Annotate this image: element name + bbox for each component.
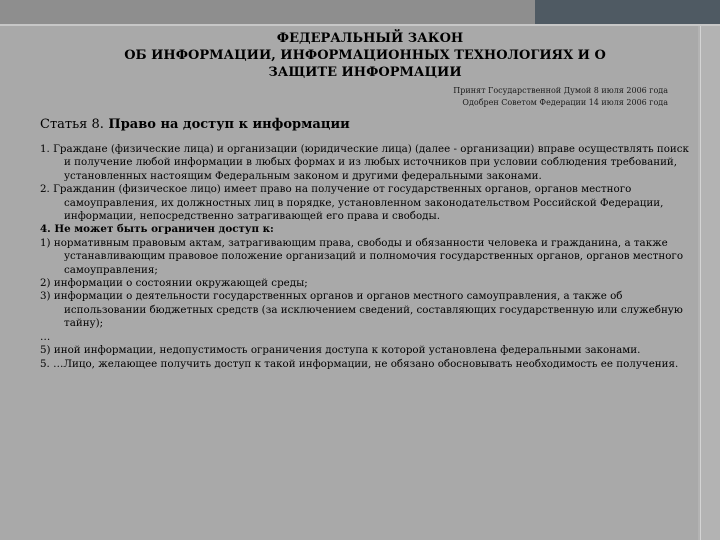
adoption-info: [40, 85, 690, 109]
top-divider: [0, 24, 720, 26]
law-title: [40, 30, 690, 81]
paragraph: 1) нормативным правовым актам, затрагивающим права, свободы и обязанности человека и гражданина, а также устанавливающим правовое положение организаций и полномочия государственных органов, органов местного самоуправления;: [40, 236, 684, 276]
article-heading: [40, 117, 690, 133]
paragraph: 3) информации о деятельности государственных органов и органов местного самоуправления, а также об использовании бюджетных средств (за исключением сведений, составляющих государственную или служебную тайну);: [40, 290, 683, 330]
right-edge-strip: [698, 26, 720, 540]
law-title-line-2: ОБ ИНФОРМАЦИИ, ИНФОРМАЦИОННЫХ ТЕХНОЛОГИЯХ И О: [124, 48, 606, 63]
article-title: Право на доступ к информации: [103, 117, 350, 132]
slide-content: [40, 30, 690, 371]
law-title-line-1: ФЕДЕРАЛЬНЫЙ ЗАКОН: [276, 31, 464, 46]
law-title-line-3: ЗАЩИТЕ ИНФОРМАЦИИ: [268, 65, 462, 80]
top-bar: [0, 0, 720, 24]
paragraph: 5) иной информации, недопустимость ограничения доступа к которой установлена федеральными законами.: [40, 344, 641, 357]
approved-council: Одобрен Советом Федерации 14 июля 2006 года: [462, 98, 668, 107]
paragraph: 2. Гражданин (физическое лицо) имеет право на получение от государственных органов, органов местного самоуправления, их должностных лиц в порядке, установленном законодательством Российской Федерации, информации, непосредственно затрагивающей его права и свободы.: [40, 183, 664, 223]
right-edge-line: [700, 26, 701, 540]
top-bar-accent: [535, 0, 720, 24]
article-body: [40, 143, 690, 371]
paragraph: 1. Граждане (физические лица) и организации (юридические лица) (далее - организации) вправе осуществлять поиск и получение любой информации в любых формах и из любых источников при условии соблюдения требований, установленных настоящим Федеральным законом и другими федеральными законами.: [40, 143, 689, 182]
paragraph: 5. …Лицо, желающее получить доступ к такой информации, не обязано обосновывать необходимость ее получения.: [40, 357, 679, 370]
paragraph: 2) информации о состоянии окружающей среды;: [40, 277, 308, 290]
adopted-duma: Принят Государственной Думой 8 июля 2006 года: [453, 86, 668, 95]
article-number: Статья 8.: [40, 117, 104, 132]
paragraph: …: [40, 330, 51, 343]
paragraph: 4. Не может быть ограничен доступ к:: [40, 223, 274, 236]
top-bar-left: [0, 0, 535, 24]
